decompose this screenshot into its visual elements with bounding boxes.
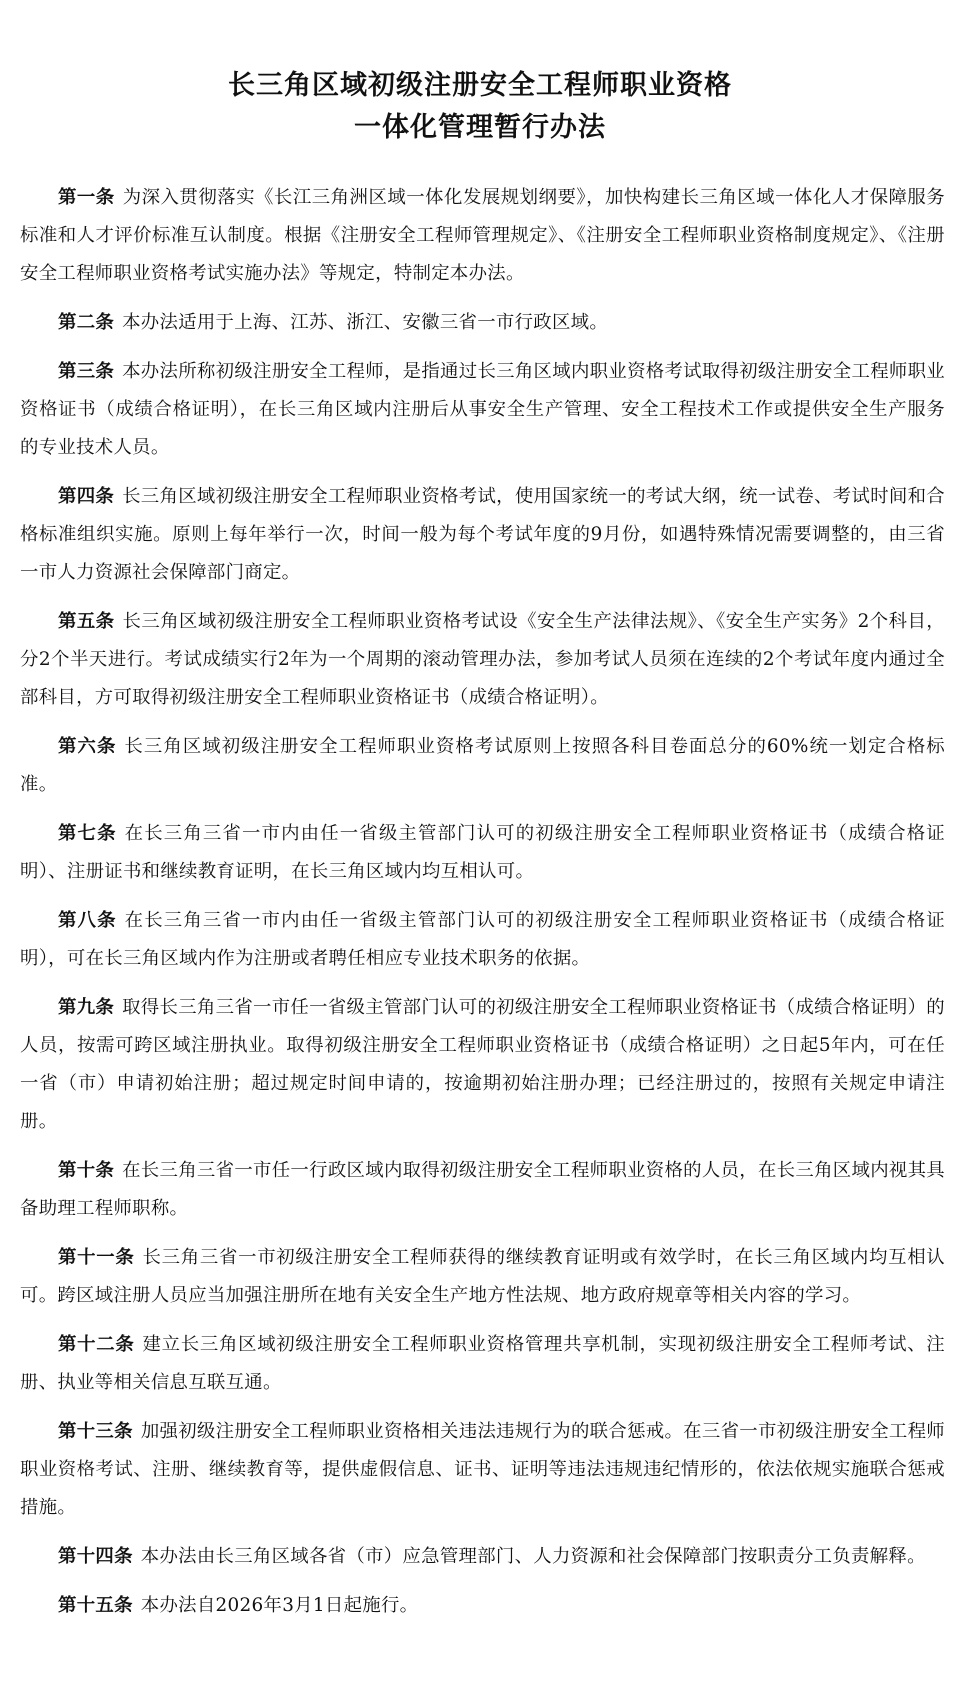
article-text: 建立长三角区域初级注册安全工程师职业资格管理共享机制，实现初级注册安全工程师考试、注册、执业等相关信息互联互通。: [20, 1334, 946, 1393]
article-heading: 第五条: [58, 611, 115, 632]
article-text: 本办法适用于上海、江苏、浙江、安徽三省一市行政区域。: [122, 312, 609, 333]
article-12: [20, 1326, 945, 1402]
article-heading: 第二条: [58, 312, 115, 333]
article-heading: 第四条: [58, 486, 115, 507]
article-text: 本办法所称初级注册安全工程师，是指通过长三角区域内职业资格考试取得初级注册安全工程师职业资格证书（成绩合格证明），在长三角区域内注册后从事安全生产管理、安全工程技术工作或提供安全生产服务的专业技术人员。: [20, 361, 945, 458]
article-text: 为深入贯彻落实《长江三角洲区域一体化发展规划纲要》，加快构建长三角区域一体化人才保障服务标准和人才评价标准互认制度。根据《注册安全工程师管理规定》、《注册安全工程师职业资格制度规定》、《注册安全工程师职业资格考试实施办法》等规定，特制定本办法。: [20, 187, 945, 284]
article-text: 长三角区域初级注册安全工程师职业资格考试原则上按照各科目卷面总分的60%统一划定合格标准。: [20, 736, 946, 795]
article-14: [20, 1538, 945, 1576]
document-title-line-2: 一体化管理暂行办法: [354, 112, 606, 143]
article-text: 在长三角三省一市任一行政区域内取得初级注册安全工程师职业资格的人员，在长三角区域内视其具备助理工程师职称。: [20, 1160, 945, 1219]
article-15: [20, 1587, 945, 1625]
article-heading: 第一条: [58, 187, 115, 208]
article-5: [20, 603, 945, 717]
article-heading: 第十五条: [58, 1595, 133, 1616]
article-heading: 第三条: [58, 361, 115, 382]
document-title-line-1: 长三角区域初级注册安全工程师职业资格: [228, 70, 732, 101]
article-4: [20, 478, 945, 592]
article-text: 长三角区域初级注册安全工程师职业资格考试设《安全生产法律法规》、《安全生产实务》2个科目，分2个半天进行。考试成绩实行2年为一个周期的滚动管理办法，参加考试人员须在连续的2个考试年度内通过全部科目，方可取得初级注册安全工程师职业资格证书（成绩合格证明）。: [20, 611, 945, 708]
article-9: [20, 989, 945, 1141]
article-8: [20, 902, 945, 978]
article-heading: 第八条: [58, 910, 117, 931]
article-text: 本办法自2026年3月1日起施行。: [140, 1595, 419, 1616]
article-heading: 第七条: [58, 823, 117, 844]
article-text: 长三角三省一市初级注册安全工程师获得的继续教育证明或有效学时，在长三角区域内均互相认可。跨区域注册人员应当加强注册所在地有关安全生产地方性法规、地方政府规章等相关内容的学习。: [20, 1247, 946, 1306]
article-13: [20, 1413, 945, 1527]
article-heading: 第十三条: [58, 1421, 133, 1442]
article-3: [20, 353, 945, 467]
article-heading: 第六条: [58, 736, 117, 757]
article-7: [20, 815, 945, 891]
article-2: [20, 304, 945, 342]
article-6: [20, 728, 945, 804]
article-text: 本办法由长三角区域各省（市）应急管理部门、人力资源和社会保障部门按职责分工负责解释。: [140, 1546, 926, 1567]
article-text: 在长三角三省一市内由任一省级主管部门认可的初级注册安全工程师职业资格证书（成绩合格证明），可在长三角区域内作为注册或者聘任相应专业技术职务的依据。: [20, 910, 946, 969]
article-11: [20, 1239, 945, 1315]
article-10: [20, 1152, 945, 1228]
article-text: 在长三角三省一市内由任一省级主管部门认可的初级注册安全工程师职业资格证书（成绩合格证明）、注册证书和继续教育证明，在长三角区域内均互相认可。: [20, 823, 946, 882]
article-1: [20, 179, 945, 293]
article-text: 加强初级注册安全工程师职业资格相关违法违规行为的联合惩戒。在三省一市初级注册安全工程师职业资格考试、注册、继续教育等，提供虚假信息、证书、证明等违法违规违纪情形的，依法依规实施联合惩戒措施。: [20, 1421, 945, 1518]
article-text: 长三角区域初级注册安全工程师职业资格考试，使用国家统一的考试大纲，统一试卷、考试时间和合格标准组织实施。原则上每年举行一次，时间一般为每个考试年度的9月份，如遇特殊情况需要调整的，由三省一市人力资源社会保障部门商定。: [20, 486, 945, 583]
article-heading: 第十二条: [58, 1334, 135, 1355]
article-heading: 第九条: [58, 997, 115, 1018]
article-heading: 第十四条: [58, 1546, 133, 1567]
article-heading: 第十条: [58, 1160, 115, 1181]
document-body: [20, 179, 945, 1636]
article-heading: 第十一条: [58, 1247, 135, 1268]
article-text: 取得长三角三省一市任一省级主管部门认可的初级注册安全工程师职业资格证书（成绩合格证明）的人员，按需可跨区域注册执业。取得初级注册安全工程师职业资格证书（成绩合格证明）之日起5年内，可在任一省（市）申请初始注册；超过规定时间申请的，按逾期初始注册办理；已经注册过的，按照有关规定申请注册。: [20, 997, 945, 1132]
